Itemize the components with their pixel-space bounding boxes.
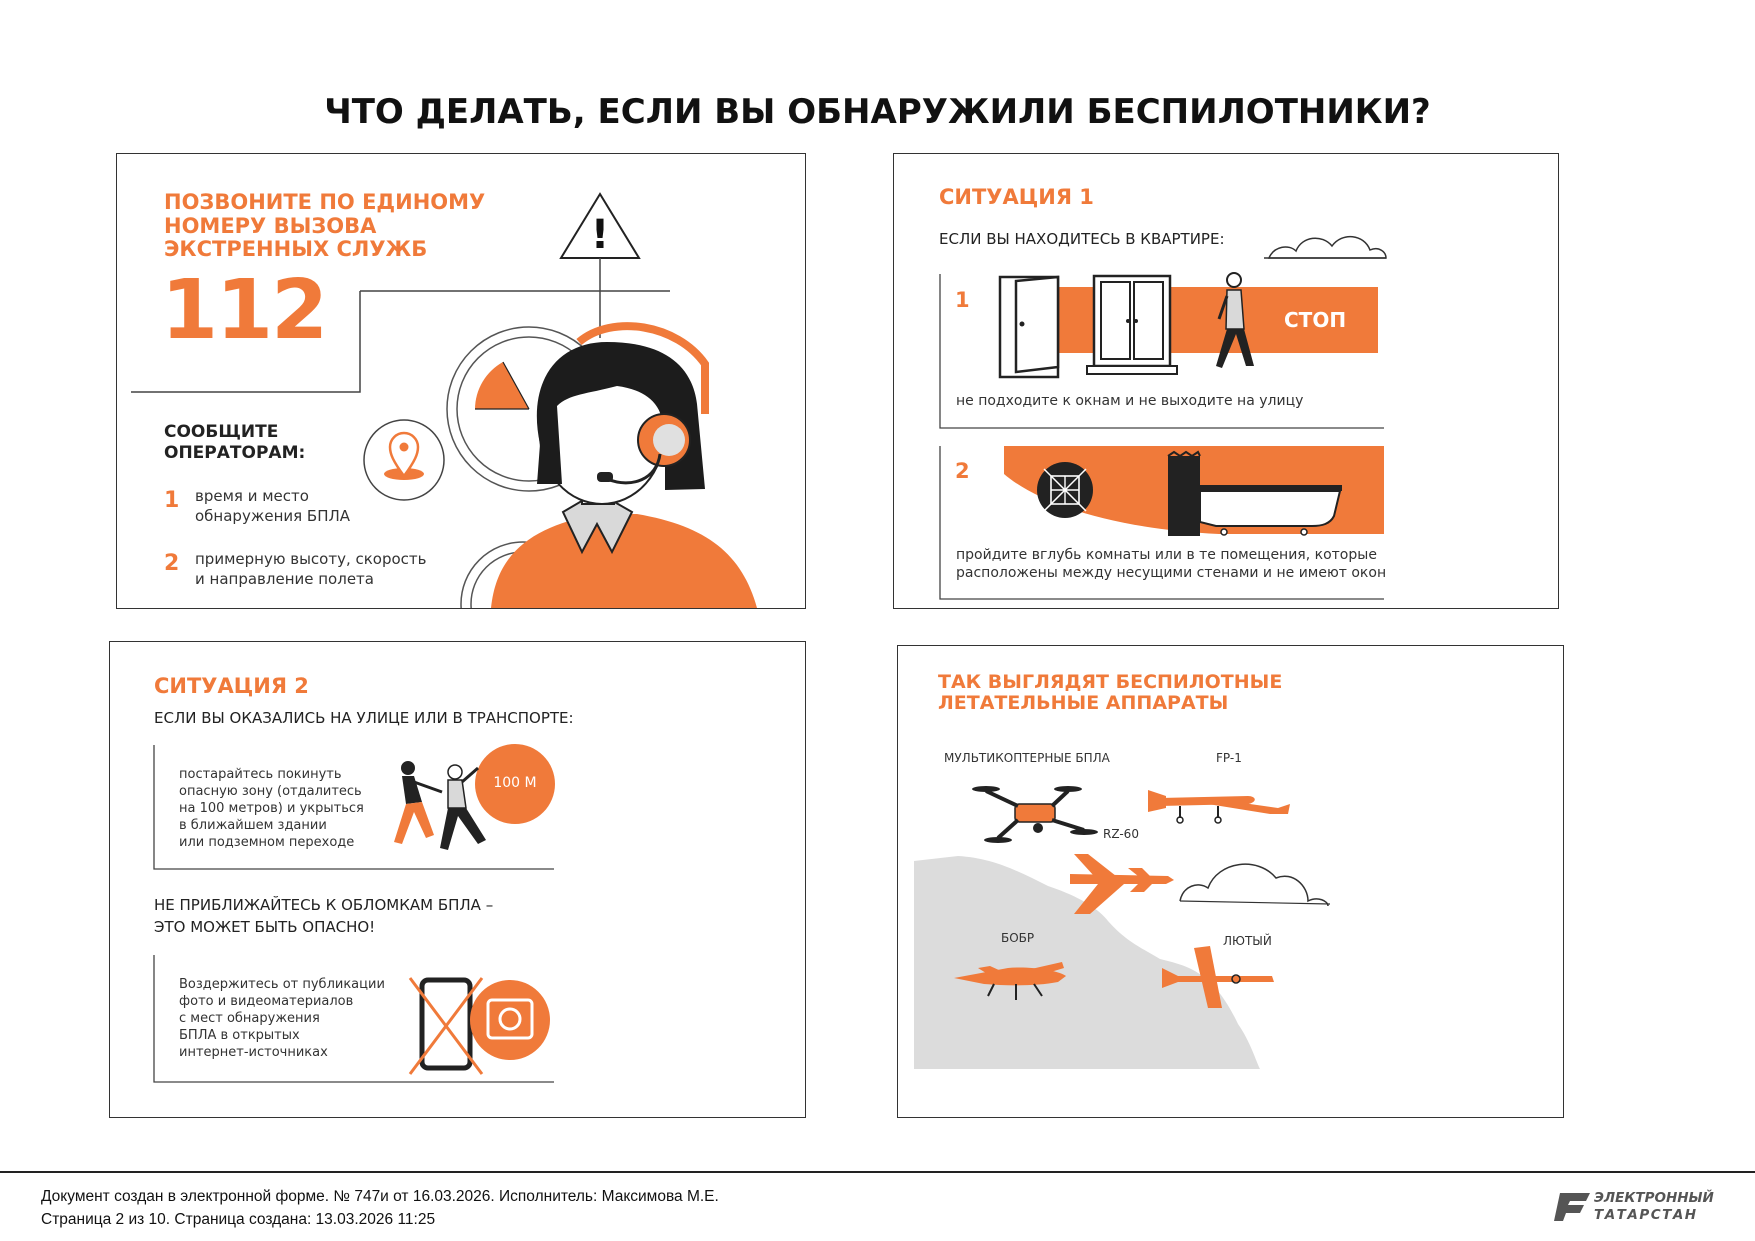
item-number: 2 — [164, 551, 180, 576]
distance-badge: 100 М — [493, 775, 537, 791]
logo-text-line: ТАТАРСТАН — [1594, 1206, 1698, 1223]
report-item-line: обнаружения БПЛА — [195, 506, 351, 525]
debris-warning-line: ЭТО МОЖЕТ БЫТЬ ОПАСНО! — [154, 917, 376, 936]
warning-icon — [561, 194, 639, 338]
step2-text-line: расположены между несущими стенами и не имеют окон — [956, 565, 1387, 582]
no-photo-icon — [410, 978, 550, 1074]
footer-line: Страница 2 из 10. Страница создана: 13.03.2026 11:25 — [41, 1211, 436, 1228]
page-title: ЧТО ДЕЛАТЬ, ЕСЛИ ВЫ ОБНАРУЖИЛИ БЕСПИЛОТНИКИ? — [324, 92, 1431, 132]
multicopter-drone-icon — [972, 786, 1098, 843]
report-item-line: примерную высоту, скорость — [195, 550, 427, 568]
situation2-subheading: ЕСЛИ ВЫ ОКАЗАЛИСЬ НА УЛИЦЕ ИЛИ В ТРАНСПОРТЕ: — [154, 709, 574, 727]
logo-mark-icon — [1552, 1189, 1594, 1225]
evacuate-text-line: или подземном переходе — [179, 834, 355, 850]
evacuate-text-line: постарайтесь покинуть — [179, 767, 342, 782]
apartment-illustration — [894, 154, 1558, 608]
pie-segment — [475, 362, 529, 409]
operator-woman — [491, 326, 757, 608]
situation2-heading: СИТУАЦИЯ 2 — [154, 674, 309, 698]
step-number: 1 — [955, 288, 970, 312]
call-heading-line: ЭКСТРЕННЫХ СЛУЖБ — [164, 237, 428, 262]
step2-text — [956, 546, 1386, 583]
evacuate-text-line: на 100 метров) и укрыться — [179, 800, 364, 816]
report-item — [195, 487, 350, 526]
drones-illustration — [898, 646, 1563, 1117]
fp1-drone-icon — [1148, 790, 1290, 823]
no-window-icon — [1037, 462, 1093, 518]
location-pin-icon — [364, 420, 444, 500]
no-publish-text-line: интернет-источниках — [179, 1044, 328, 1060]
report-heading-line: СООБЩИТЕ — [164, 422, 279, 442]
situation1-panel — [893, 153, 1559, 609]
call-heading-line: НОМЕРУ ВЫЗОВА — [164, 213, 377, 238]
evacuate-text — [179, 767, 364, 851]
rz60-label: RZ-60 — [1103, 827, 1139, 841]
drones-panel — [897, 645, 1564, 1118]
fp1-label: FP-1 — [1216, 751, 1242, 765]
call-112-panel — [116, 153, 806, 609]
bobr-label: БОБР — [1001, 931, 1035, 945]
situation1-subheading: ЕСЛИ ВЫ НАХОДИТЕСЬ В КВАРТИРЕ: — [939, 230, 1225, 248]
debris-warning-line: НЕ ПРИБЛИЖАЙТЕСЬ К ОБЛОМКАМ БПЛА – — [154, 896, 494, 914]
no-publish-text-line: БПЛА в открытых — [179, 1027, 300, 1043]
lyuty-label: ЛЮТЫЙ — [1223, 934, 1272, 948]
drones-heading-line: ЛЕТАТЕЛЬНЫЕ АППАРАТЫ — [938, 692, 1229, 715]
rz60-drone-icon — [1070, 854, 1174, 914]
multicopter-label: МУЛЬТИКОПТЕРНЫЕ БПЛА — [944, 751, 1110, 765]
report-item-line: время и место — [195, 487, 309, 505]
open-door-icon — [1000, 277, 1058, 377]
call-heading-line: ПОЗВОНИТЕ ПО ЕДИНОМУ — [164, 190, 486, 214]
emergency-number: 112 — [161, 263, 327, 358]
step1-text: не подходите к окнам и не выходите на улицу — [956, 393, 1304, 409]
logo-text-line: ЭЛЕКТРОННЫЙ — [1594, 1190, 1714, 1206]
no-publish-text-line: Воздержитесь от публикации — [179, 977, 385, 992]
no-publish-text-line: с мест обнаружения — [179, 1010, 320, 1026]
no-publish-text — [179, 977, 385, 1061]
report-heading — [164, 422, 305, 465]
window-icon — [1087, 276, 1177, 374]
evacuate-text-line: в ближайшем здании — [179, 817, 327, 833]
footer-line: Документ создан в электронной форме. № 747и от 16.03.2026. Исполнитель: Максимова М.Е. — [41, 1188, 719, 1205]
situation2-panel — [109, 641, 806, 1118]
report-heading-line: ОПЕРАТОРАМ: — [164, 443, 306, 464]
step2-text-line: пройдите вглубь комнаты или в те помещения, которые — [956, 547, 1377, 563]
debris-warning — [154, 895, 493, 939]
cloud-icon — [1180, 864, 1328, 906]
svg-text:!: ! — [590, 212, 610, 258]
logo-text — [1594, 1190, 1714, 1224]
cloud-icon — [1269, 237, 1386, 258]
drones-heading-line: ТАК ВЫГЛЯДЯТ БЕСПИЛОТНЫЕ — [938, 671, 1283, 693]
item-number: 1 — [164, 488, 180, 513]
running-people-icon — [394, 761, 486, 850]
situation1-heading: СИТУАЦИЯ 1 — [939, 185, 1094, 209]
no-publish-text-line: фото и видеоматериалов — [179, 993, 354, 1009]
evacuate-text-line: опасную зону (отдалитесь — [179, 783, 362, 799]
footer-divider — [0, 1171, 1755, 1173]
drones-heading — [938, 672, 1282, 715]
report-item — [195, 550, 427, 589]
step-number: 2 — [955, 459, 970, 483]
electronic-tatarstan-logo — [1552, 1188, 1718, 1226]
report-item-line: и направление полета — [195, 569, 374, 588]
call-heading — [164, 191, 485, 262]
stop-label: СТОП — [1284, 308, 1347, 332]
